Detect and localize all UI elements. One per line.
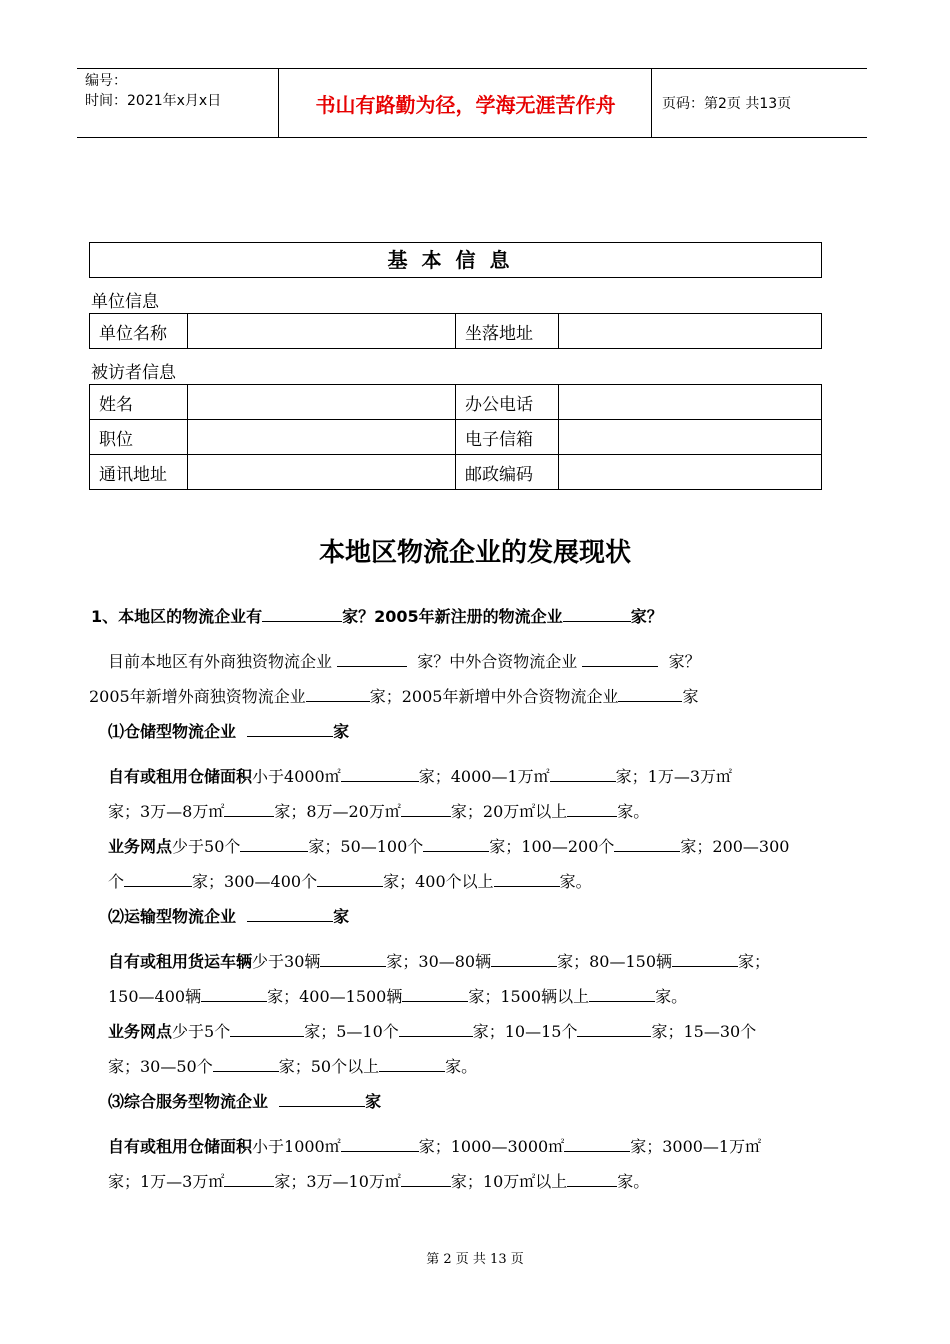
transport-network-line-2: 家；30—50个 家；50个以上 家。	[108, 1057, 478, 1076]
unit-name-label: 单位名称	[90, 314, 188, 349]
blank-field[interactable]	[337, 652, 407, 667]
storage-type-heading: ⑴仓储型物流企业 家	[108, 722, 350, 741]
paragraph-foreign: 目前本地区有外商独资物流企业 家？中外合资物流企业 家？	[108, 652, 701, 671]
blank-field[interactable]	[491, 952, 557, 967]
blank-field[interactable]	[402, 987, 468, 1002]
transport-network-line-1: 业务网点少于5个 家；5—10个 家；10—15个 家；15—30个	[108, 1022, 757, 1041]
header-divider	[651, 69, 652, 137]
blank-field[interactable]	[494, 872, 560, 887]
email-field[interactable]	[559, 420, 822, 455]
blank-field[interactable]	[317, 872, 383, 887]
blank-field[interactable]	[279, 1092, 365, 1107]
position-field[interactable]	[188, 420, 456, 455]
postcode-label: 邮政编码	[456, 455, 559, 490]
blank-field[interactable]	[224, 1172, 274, 1187]
transport-vehicle-line-2: 150—400辆 家；400—1500辆 家；1500辆以上 家。	[108, 987, 688, 1006]
blank-field[interactable]	[306, 687, 370, 702]
blank-field[interactable]	[262, 607, 342, 622]
header-divider	[278, 69, 279, 137]
blank-field[interactable]	[550, 767, 616, 782]
page-header	[77, 68, 867, 138]
blank-field[interactable]	[247, 722, 333, 737]
integrated-type-heading: ⑶综合服务型物流企业 家	[108, 1092, 382, 1111]
unit-info-table	[89, 313, 822, 349]
question-1: 1、本地区的物流企业有 家？2005年新注册的物流企业 家？	[91, 607, 663, 626]
office-phone-field[interactable]	[559, 385, 822, 420]
header-motto: 书山有路勤为径，学海无涯苦作舟	[315, 93, 616, 117]
blank-field[interactable]	[618, 687, 682, 702]
blank-field[interactable]	[672, 952, 738, 967]
address-field[interactable]	[188, 455, 456, 490]
blank-field[interactable]	[401, 1172, 451, 1187]
unit-info-label: 单位信息	[91, 292, 159, 312]
paragraph-new-2005: 2005年新增外商独资物流企业 家；2005年新增中外合资物流企业 家	[89, 687, 699, 706]
blank-field[interactable]	[201, 987, 267, 1002]
blank-field[interactable]	[567, 802, 617, 817]
address-label: 通讯地址	[90, 455, 188, 490]
postcode-field[interactable]	[559, 455, 822, 490]
blank-field[interactable]	[213, 1057, 279, 1072]
blank-field[interactable]	[614, 837, 680, 852]
storage-area-line-1: 自有或租用仓储面积小于4000㎡ 家；4000—1万㎡ 家；1万—3万㎡	[108, 767, 733, 786]
blank-field[interactable]	[423, 837, 489, 852]
page-footer: 第 2 页 共 13 页	[426, 1252, 524, 1267]
blank-field[interactable]	[582, 652, 658, 667]
unit-name-field[interactable]	[188, 314, 456, 349]
blank-field[interactable]	[401, 802, 451, 817]
storage-area-line-2: 家；3万—8万㎡ 家；8万—20万㎡ 家；20万㎡以上 家。	[108, 802, 650, 821]
document-time: 时间：2021年x月x日	[85, 93, 222, 109]
storage-network-line-1: 业务网点少于50个 家；50—100个 家；100—200个 家；200—300	[108, 837, 790, 856]
position-label: 职位	[90, 420, 188, 455]
name-field[interactable]	[188, 385, 456, 420]
blank-field[interactable]	[341, 1137, 419, 1152]
basic-info-title: 基本信息	[89, 242, 822, 278]
blank-field[interactable]	[341, 767, 419, 782]
blank-field[interactable]	[247, 907, 333, 922]
transport-vehicle-line-1: 自有或租用货运车辆少于30辆 家；30—80辆 家；80—150辆 家；	[108, 952, 771, 971]
integrated-area-line-1: 自有或租用仓储面积小于1000㎡ 家；1000—3000㎡ 家；3000—1万㎡	[108, 1137, 762, 1156]
interviewee-info-table	[89, 384, 822, 490]
blank-field[interactable]	[379, 1057, 445, 1072]
document-number: 编号：	[85, 73, 127, 89]
blank-field[interactable]	[564, 1137, 630, 1152]
header-page-code: 页码：第2页 共13页	[662, 96, 792, 112]
blank-field[interactable]	[124, 872, 192, 887]
blank-field[interactable]	[589, 987, 655, 1002]
interviewee-info-label: 被访者信息	[91, 363, 176, 383]
blank-field[interactable]	[240, 837, 308, 852]
blank-field[interactable]	[320, 952, 386, 967]
transport-type-heading: ⑵运输型物流企业 家	[108, 907, 350, 926]
section-title: 本地区物流企业的发展现状	[318, 538, 631, 568]
blank-field[interactable]	[563, 607, 631, 622]
name-label: 姓名	[90, 385, 188, 420]
email-label: 电子信箱	[456, 420, 559, 455]
storage-network-line-2: 个 家；300—400个 家；400个以上 家。	[108, 872, 592, 891]
integrated-area-line-2: 家；1万—3万㎡ 家；3万—10万㎡ 家；10万㎡以上 家。	[108, 1172, 650, 1191]
blank-field[interactable]	[577, 1022, 651, 1037]
blank-field[interactable]	[230, 1022, 304, 1037]
blank-field[interactable]	[224, 802, 274, 817]
blank-field[interactable]	[399, 1022, 473, 1037]
location-field[interactable]	[559, 314, 822, 349]
blank-field[interactable]	[567, 1172, 617, 1187]
header-meta	[85, 71, 221, 111]
office-phone-label: 办公电话	[456, 385, 559, 420]
location-label: 坐落地址	[456, 314, 559, 349]
